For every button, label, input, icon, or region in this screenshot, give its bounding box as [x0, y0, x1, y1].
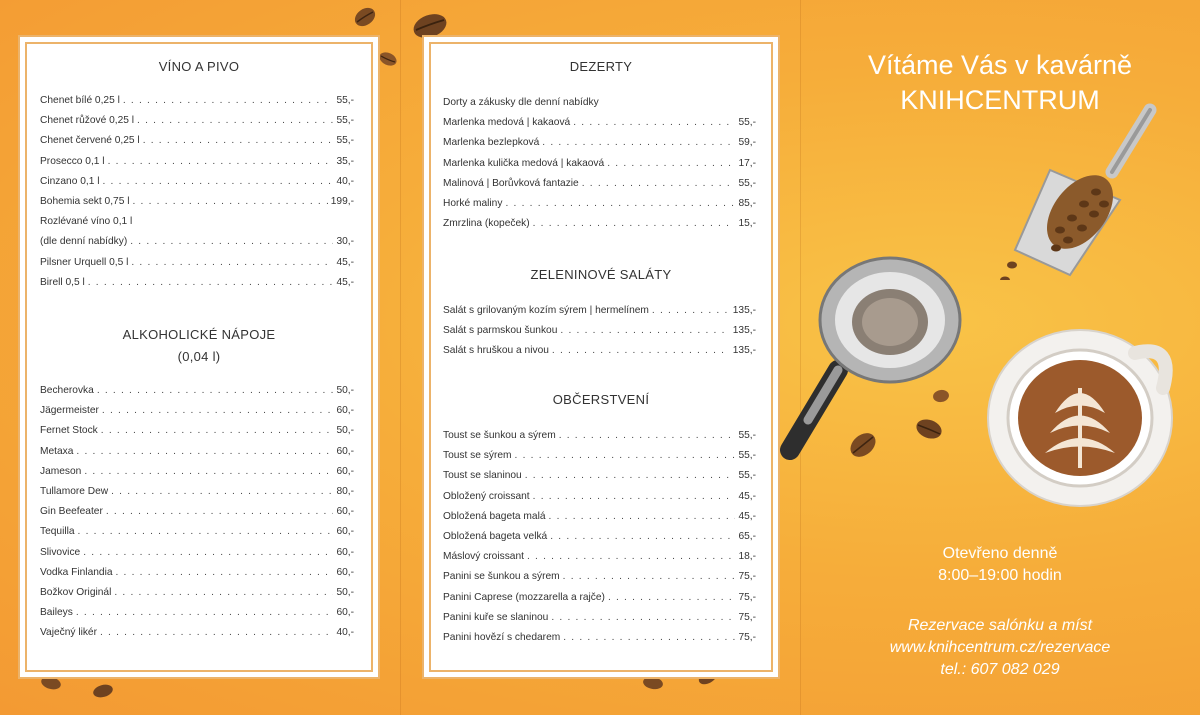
dot-leader	[88, 277, 334, 288]
dot-leader	[525, 470, 736, 481]
dot-leader	[551, 612, 735, 623]
dot-leader	[78, 526, 334, 537]
menu-item-name: Jägermeister	[40, 405, 99, 417]
menu-item-name: Toust se šunkou a sýrem	[443, 430, 556, 441]
menu-item-price: 60,-	[336, 445, 354, 457]
dot-leader	[102, 176, 333, 187]
menu-item	[40, 176, 354, 196]
reservation-text: Rezervace salónku a míst	[907, 617, 1093, 634]
dot-leader	[83, 547, 333, 558]
menu-item-name: Obložený croissant	[443, 490, 530, 502]
menu-item	[40, 446, 354, 466]
menu-item	[40, 95, 354, 115]
menu-item-price: 59,-	[738, 137, 756, 149]
menu-item-price: 60,-	[336, 526, 354, 538]
menu-item-name: Tequilla	[40, 526, 75, 538]
dot-leader	[106, 506, 334, 517]
dot-leader	[563, 571, 736, 582]
menu-item-price: 55,-	[336, 135, 354, 147]
menu-item-name: Panini hovězí s chedarem	[443, 631, 561, 643]
menu-item	[443, 571, 756, 591]
menu-item	[443, 218, 756, 238]
menu-item-price: 135,-	[732, 305, 756, 316]
menu-item-price: 60,-	[336, 546, 354, 558]
menu-item-price: 60,-	[336, 465, 354, 477]
menu-item-name: Panini Caprese (mozzarella a rajče)	[443, 591, 605, 603]
menu-item	[443, 531, 756, 551]
coffee-bean-icon	[350, 2, 380, 32]
menu-item	[443, 137, 756, 157]
menu-item	[40, 506, 354, 526]
menu-item-price: 40,-	[336, 627, 354, 639]
menu-item-name: Rozlévané víno 0,1 l	[40, 216, 133, 228]
food-menu-panel	[422, 35, 780, 679]
dot-leader	[108, 156, 334, 167]
menu-item-price: 75,-	[738, 591, 756, 603]
menu-item	[40, 466, 354, 486]
dot-leader	[101, 425, 334, 436]
menu-item-name: Chenet bílé 0,25 l	[40, 95, 120, 106]
menu-item	[443, 491, 756, 511]
section-subtitle-spirits: (0,04 l)	[177, 349, 221, 364]
menu-item	[443, 178, 756, 198]
menu-item-name: Metaxa	[40, 445, 74, 457]
menu-item-name: Vaječný likér	[40, 627, 97, 639]
menu-item-price: 45,-	[738, 490, 756, 502]
menu-item-price: 55,-	[336, 95, 354, 106]
menu-item	[40, 135, 354, 155]
hours-label: Otevřeno denně	[942, 545, 1058, 562]
fold-line	[400, 0, 401, 715]
menu-item-price: 50,-	[336, 586, 354, 598]
menu-item-name: Horké maliny	[443, 197, 503, 209]
dot-leader	[137, 115, 333, 126]
menu-item-price: 55,-	[738, 177, 756, 189]
dot-leader	[130, 236, 333, 247]
latte-cup-icon	[985, 318, 1185, 518]
dot-leader	[84, 466, 333, 477]
dot-leader	[116, 567, 334, 578]
menu-item-price: 45,-	[336, 256, 354, 268]
menu-item-name: Malinová | Borůvková fantazie	[443, 177, 579, 189]
reservation-link[interactable]: www.knihcentrum.cz/rezervace	[889, 639, 1111, 656]
menu-item-name: Chenet červené 0,25 l	[40, 135, 140, 147]
menu-item	[443, 632, 756, 652]
menu-item-name: Pilsner Urquell 0,5 l	[40, 256, 129, 268]
section-title-wine-beer: VÍNO A PIVO	[158, 59, 240, 74]
snacks-list	[443, 430, 756, 652]
menu-item-name: (dle denní nabídky)	[40, 236, 128, 248]
desserts-list	[443, 97, 756, 238]
salads-list	[443, 305, 756, 366]
menu-item-price: 80,-	[336, 485, 354, 497]
menu-item	[40, 257, 354, 277]
menu-item-name: Marlenka medová | kakaová	[443, 117, 571, 129]
menu-item-price: 55,-	[738, 117, 756, 129]
coffee-bean-icon	[90, 680, 116, 702]
menu-item-name: Panini se šunkou a sýrem	[443, 571, 560, 583]
menu-item	[443, 592, 756, 612]
menu-item	[40, 385, 354, 405]
menu-item	[443, 158, 756, 178]
section-title-spirits: ALKOHOLICKÉ NÁPOJE	[122, 327, 276, 342]
menu-item-name: Máslový croissant	[443, 551, 524, 563]
dot-leader	[97, 385, 334, 396]
menu-item-name: Bohemia sekt 0,75 l	[40, 195, 130, 207]
menu-item-price: 55,-	[738, 450, 756, 462]
menu-item-name: Tullamore Dew	[40, 485, 109, 497]
dot-leader	[527, 551, 735, 562]
menu-item-name: Zmrzlina (kopeček)	[443, 218, 530, 230]
dot-leader	[123, 95, 334, 106]
dot-leader	[582, 178, 736, 189]
menu-item-name: Salát s hruškou a nivou	[443, 345, 549, 357]
menu-item-name: Marlenka bezlepková	[443, 137, 540, 149]
dot-leader	[111, 486, 333, 497]
section-title-snacks: OBČERSTVENÍ	[552, 392, 650, 407]
dot-leader	[100, 627, 333, 638]
dot-leader	[559, 430, 736, 441]
menu-item	[40, 196, 354, 216]
menu-item-name: Toust se slaninou	[443, 470, 522, 482]
menu-item-price: 85,-	[738, 197, 756, 209]
opening-hours	[800, 543, 1200, 587]
dot-leader	[607, 158, 735, 169]
dot-leader	[550, 531, 735, 542]
dot-leader	[505, 198, 735, 209]
hours-time: 8:00–19:00 hodin	[938, 567, 1062, 584]
menu-item-name: Obložená bageta velká	[443, 530, 548, 542]
menu-item	[40, 156, 354, 176]
dot-leader	[132, 196, 327, 207]
menu-item-name: Fernet Stock	[40, 425, 98, 437]
menu-item-price: 17,-	[738, 157, 756, 169]
cafe-name: KNIHCENTRUM	[900, 85, 1100, 115]
menu-item	[40, 547, 354, 567]
dot-leader	[542, 137, 735, 148]
menu-item-price: 75,-	[738, 631, 756, 643]
menu-item-name: Slivovice	[40, 546, 81, 558]
menu-item-price: 15,-	[738, 218, 756, 230]
menu-item-price: 55,-	[738, 470, 756, 482]
menu-item	[40, 567, 354, 587]
menu-item-name: Obložená bageta malá	[443, 510, 546, 522]
menu-item	[40, 486, 354, 506]
menu-item	[40, 405, 354, 425]
dot-leader	[549, 511, 736, 522]
menu-item-price: 135,-	[732, 325, 756, 337]
menu-item	[443, 551, 756, 571]
dot-leader	[76, 446, 333, 457]
phone-number[interactable]: tel.: 607 082 029	[940, 661, 1060, 678]
menu-item-name: Dorty a zákusky dle denní nabídky	[443, 97, 599, 108]
menu-item-price: 199,-	[330, 195, 354, 207]
menu-item-name: Birell 0,5 l	[40, 276, 85, 288]
menu-item	[40, 216, 354, 236]
menu-item-price: 75,-	[738, 571, 756, 583]
menu-item	[443, 305, 756, 325]
menu-item	[443, 345, 756, 365]
dot-leader	[563, 632, 735, 643]
menu-item-price: 60,-	[336, 405, 354, 417]
menu-item-name: Toust se sýrem	[443, 450, 512, 462]
menu-item-price: 50,-	[336, 425, 354, 437]
dot-leader	[573, 117, 735, 128]
dot-leader	[552, 345, 730, 356]
menu-item-name: Chenet růžové 0,25 l	[40, 115, 135, 127]
menu-item-name: Cinzano 0,1 l	[40, 175, 100, 187]
menu-item-price: 60,-	[336, 607, 354, 619]
menu-item	[443, 325, 756, 345]
menu-item-name: Salát s parmskou šunkou	[443, 325, 558, 337]
dot-leader	[143, 135, 334, 146]
menu-item-price: 45,-	[336, 276, 354, 288]
menu-item	[40, 277, 354, 297]
menu-item-name: Salát s grilovaným kozím sýrem | hermelínem	[443, 305, 649, 316]
menu-item	[443, 198, 756, 218]
menu-item-name: Becherovka	[40, 385, 94, 396]
menu-item-price: 35,-	[336, 155, 354, 167]
drinks-menu-panel	[18, 35, 380, 679]
dot-leader	[515, 450, 736, 461]
portafilter-icon	[778, 250, 973, 465]
menu-item-price: 18,-	[738, 551, 756, 563]
menu-item-price: 65,-	[738, 530, 756, 542]
menu-item-name: Vodka Finlandia	[40, 566, 113, 578]
dot-leader	[76, 607, 334, 618]
wine-beer-list	[40, 95, 354, 297]
menu-item	[40, 526, 354, 546]
spirits-list	[40, 385, 354, 647]
menu-item	[443, 470, 756, 490]
menu-item	[40, 236, 354, 256]
menu-item-price: 30,-	[336, 236, 354, 248]
menu-item-name: Gin Beefeater	[40, 506, 103, 518]
menu-item-price: 45,-	[738, 510, 756, 522]
menu-item	[40, 607, 354, 627]
dot-leader	[131, 257, 333, 268]
dot-leader	[533, 218, 736, 229]
menu-item	[40, 587, 354, 607]
menu-item-name: Panini kuře se slaninou	[443, 611, 549, 623]
dot-leader	[114, 587, 333, 598]
menu-item	[40, 115, 354, 135]
dot-leader	[652, 305, 730, 316]
contact-info	[800, 615, 1200, 681]
dot-leader	[608, 592, 736, 603]
coffee-scoop-icon	[1000, 100, 1175, 280]
menu-item-name: Jameson	[40, 465, 82, 477]
menu-item-price: 75,-	[738, 611, 756, 623]
menu-item	[443, 97, 756, 117]
menu-item-name: Prosecco 0,1 l	[40, 155, 105, 167]
menu-item-price: 60,-	[336, 566, 354, 578]
section-title-desserts: DEZERTY	[569, 59, 633, 74]
menu-item-price: 40,-	[336, 175, 354, 187]
menu-item	[443, 612, 756, 632]
menu-item-price: 55,-	[738, 430, 756, 441]
menu-item	[40, 627, 354, 647]
dot-leader	[533, 491, 736, 502]
menu-item-name: Baileys	[40, 607, 73, 619]
menu-item-name: Marlenka kulička medová | kakaová	[443, 157, 605, 169]
menu-item-price: 60,-	[336, 506, 354, 518]
welcome-line-1: Vítáme Vás v kavárně	[867, 50, 1133, 80]
dot-leader	[102, 405, 334, 416]
menu-item	[443, 511, 756, 531]
menu-item-name: Božkov Originál	[40, 586, 112, 598]
menu-item-price: 50,-	[336, 385, 354, 396]
menu-item	[40, 425, 354, 445]
menu-item-price: 135,-	[732, 345, 756, 357]
dot-leader	[560, 325, 729, 336]
menu-item-price: 55,-	[336, 115, 354, 127]
section-title-salads: ZELENINOVÉ SALÁTY	[530, 267, 672, 282]
menu-item	[443, 117, 756, 137]
menu-item	[443, 450, 756, 470]
menu-item	[443, 430, 756, 450]
